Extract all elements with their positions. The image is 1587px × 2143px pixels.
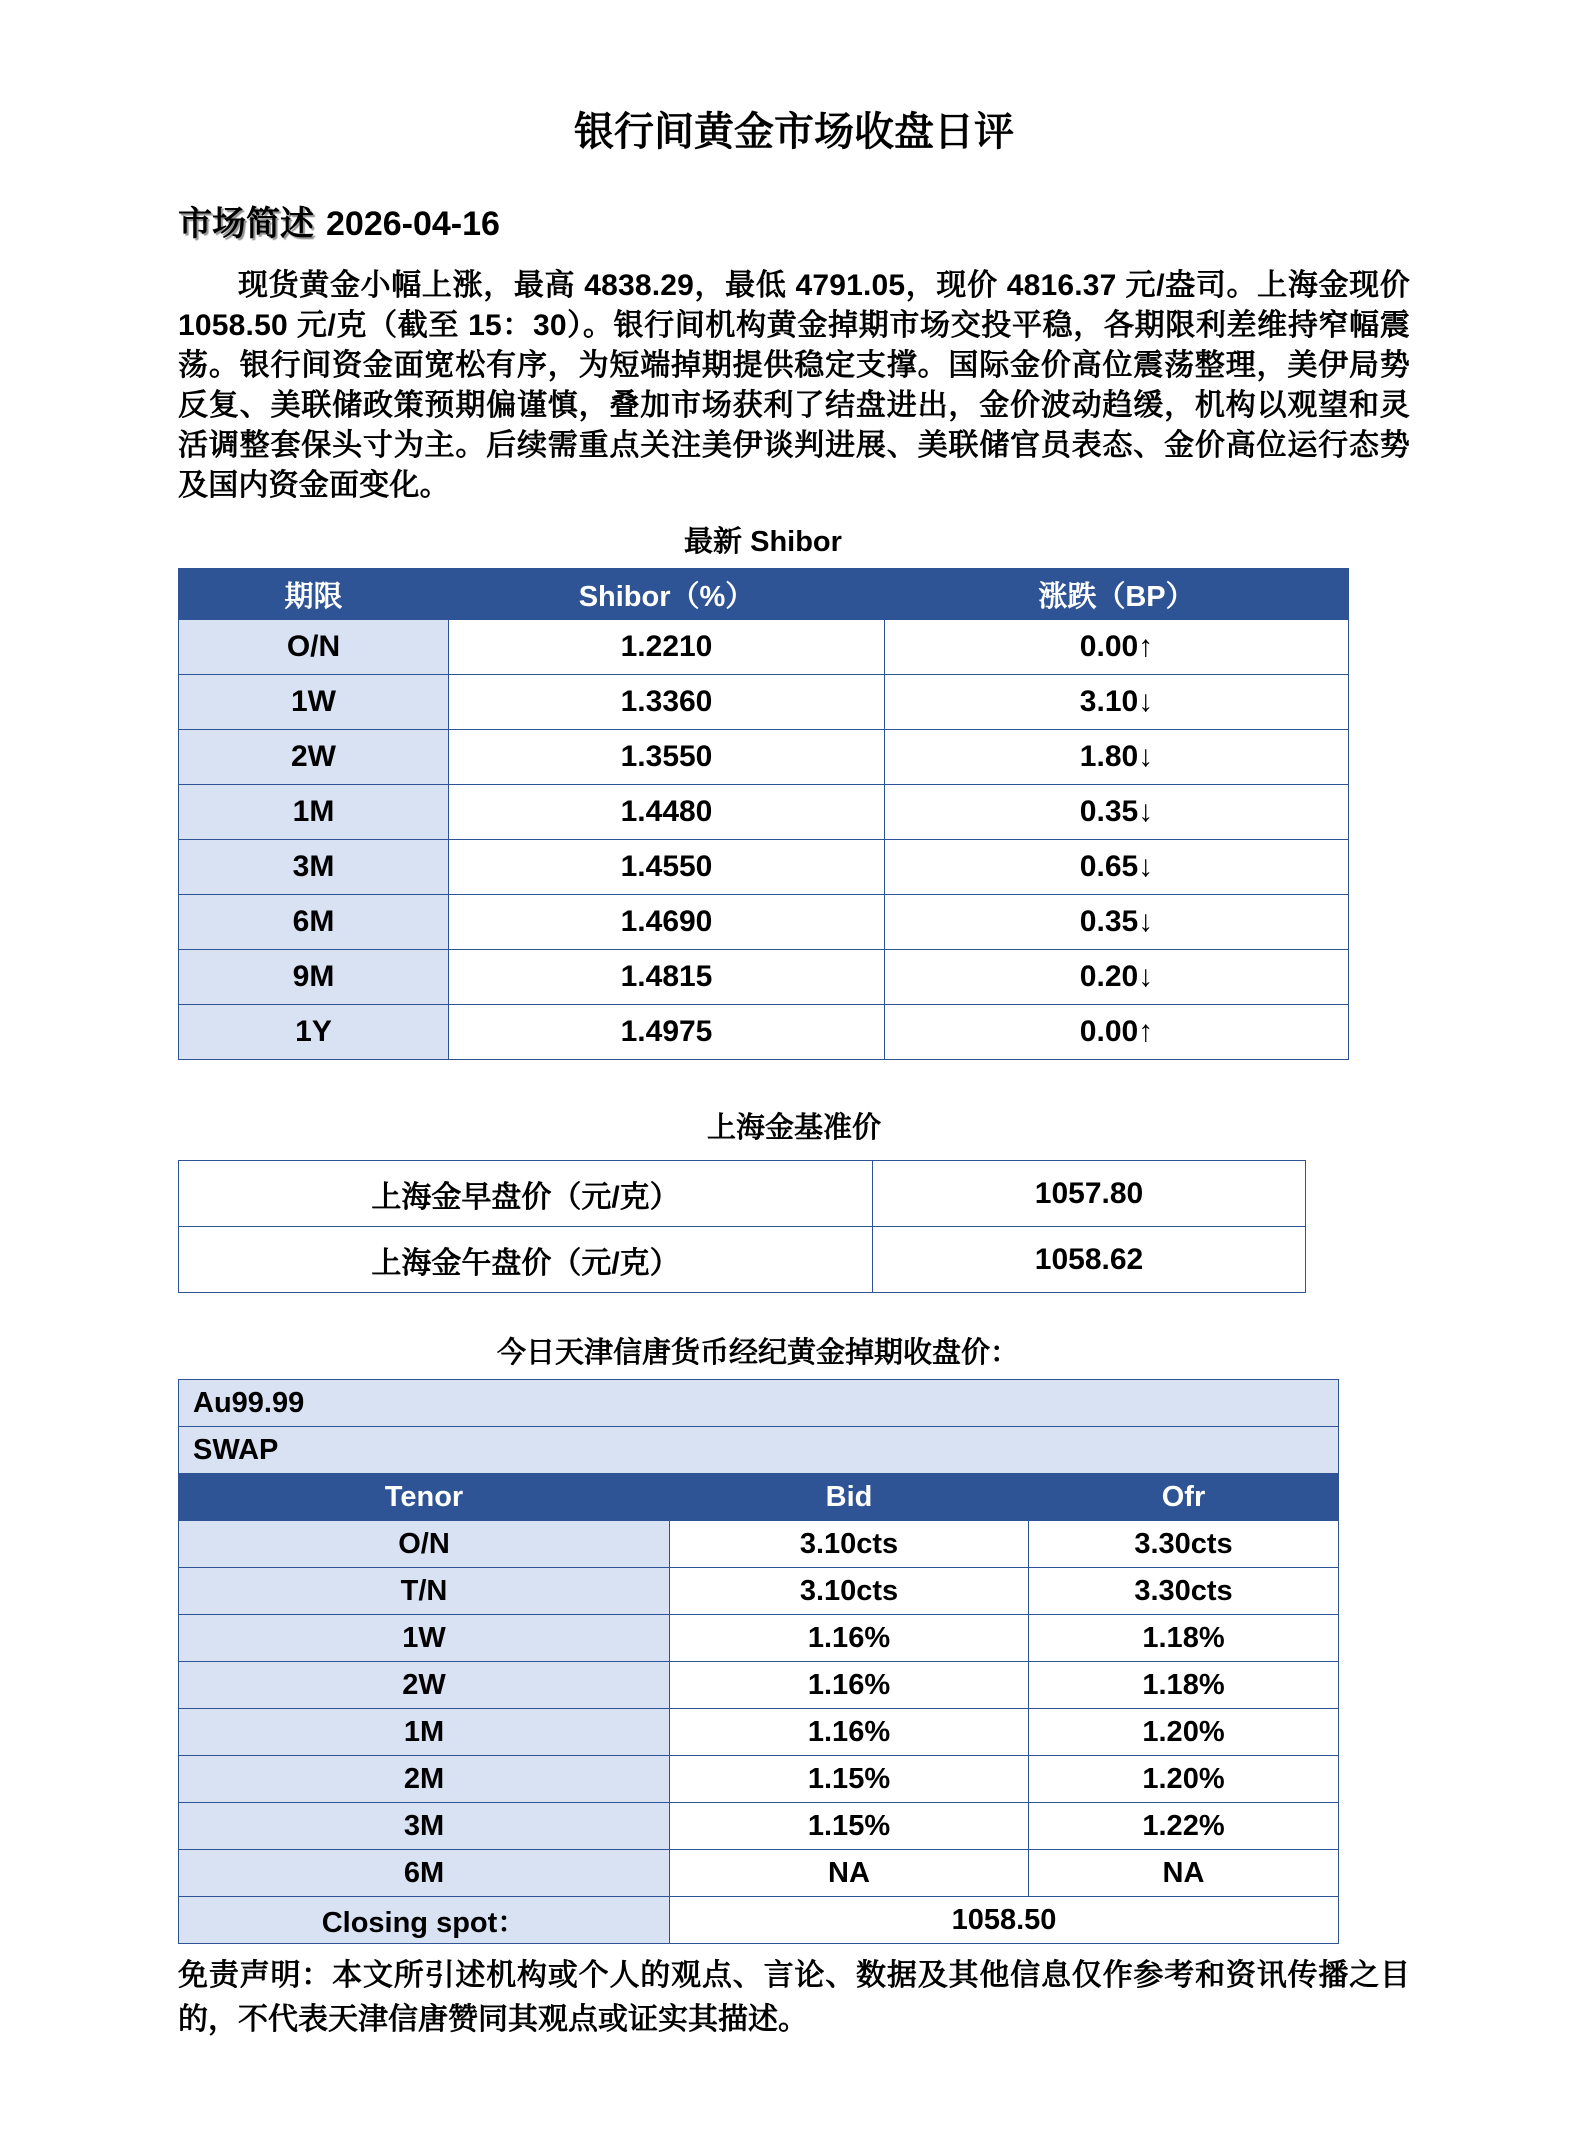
- shibor-col-header-rate: Shibor（%）: [449, 569, 885, 620]
- swap-row: [179, 1709, 1339, 1756]
- shibor-tenor-cell: 6M: [179, 895, 449, 950]
- shibor-row: [179, 1005, 1349, 1060]
- swap-instrument-cell: SWAP: [179, 1427, 1339, 1474]
- swap-bid-cell: NA: [670, 1850, 1029, 1897]
- swap-ofr-cell: 1.22%: [1029, 1803, 1339, 1850]
- swap-ofr-cell: NA: [1029, 1850, 1339, 1897]
- swap-row: [179, 1756, 1339, 1803]
- shibor-row: [179, 950, 1349, 1005]
- swap-bid-cell: 1.16%: [670, 1709, 1029, 1756]
- shibor-rate-cell: 1.3550: [449, 730, 885, 785]
- shibor-change-cell: 0.00↑: [885, 1005, 1349, 1060]
- swap-tenor-cell: 3M: [179, 1803, 670, 1850]
- swap-ofr-cell: 1.20%: [1029, 1756, 1339, 1803]
- shibor-change-cell: 0.35↓: [885, 895, 1349, 950]
- shibor-row: [179, 730, 1349, 785]
- swap-row: [179, 1521, 1339, 1568]
- section-heading-label: 市场简述: [178, 205, 314, 243]
- closing-spot-value-cell: 1058.50: [670, 1897, 1339, 1944]
- shibor-tenor-cell: 1M: [179, 785, 449, 840]
- swap-table-title: 今日天津信唐货币经纪黄金掉期收盘价：: [496, 1337, 1019, 1369]
- benchmark-label-cell: 上海金午盘价（元/克）: [179, 1227, 873, 1293]
- swap-row: [179, 1850, 1339, 1897]
- swap-ofr-cell: 1.18%: [1029, 1662, 1339, 1709]
- swap-header-row: [179, 1474, 1339, 1521]
- shibor-col-header-tenor: 期限: [179, 569, 449, 620]
- shibor-rate-cell: 1.4815: [449, 950, 885, 1005]
- shibor-rate-cell: 1.4975: [449, 1005, 885, 1060]
- shibor-row: [179, 675, 1349, 730]
- swap-product-cell: Au99.99: [179, 1380, 1339, 1427]
- swap-tenor-cell: 2W: [179, 1662, 670, 1709]
- shanghai-gold-row: [179, 1161, 1306, 1227]
- swap-ofr-cell: 1.18%: [1029, 1615, 1339, 1662]
- swap-tenor-cell: 6M: [179, 1850, 670, 1897]
- swap-bid-cell: 3.10cts: [670, 1568, 1029, 1615]
- swap-bid-cell: 3.10cts: [670, 1521, 1029, 1568]
- swap-ofr-cell: 1.20%: [1029, 1709, 1339, 1756]
- shibor-change-cell: 0.35↓: [885, 785, 1349, 840]
- shibor-header-row: [179, 569, 1349, 620]
- swap-closing-spot-row: [179, 1897, 1339, 1944]
- shibor-change-cell: 0.65↓: [885, 840, 1349, 895]
- shibor-rate-cell: 1.3360: [449, 675, 885, 730]
- shibor-row: [179, 785, 1349, 840]
- benchmark-value-cell: 1057.80: [873, 1161, 1306, 1227]
- swap-tenor-cell: T/N: [179, 1568, 670, 1615]
- shanghai-gold-table: [178, 1160, 1306, 1293]
- swap-tenor-cell: 2M: [179, 1756, 670, 1803]
- shibor-rate-cell: 1.4480: [449, 785, 885, 840]
- shibor-change-cell: 1.80↓: [885, 730, 1349, 785]
- swap-row: [179, 1803, 1339, 1850]
- shibor-table-title: 最新 Shibor: [684, 526, 842, 558]
- swap-row: [179, 1662, 1339, 1709]
- shibor-change-cell: 3.10↓: [885, 675, 1349, 730]
- swap-ofr-cell: 3.30cts: [1029, 1521, 1339, 1568]
- closing-spot-label-cell: Closing spot：: [179, 1897, 670, 1944]
- section-heading: [178, 202, 1410, 246]
- shibor-tenor-cell: O/N: [179, 620, 449, 675]
- shibor-col-header-change: 涨跌（BP）: [885, 569, 1349, 620]
- shibor-change-cell: 0.20↓: [885, 950, 1349, 1005]
- swap-col-header-tenor: Tenor: [179, 1474, 670, 1521]
- swap-tenor-cell: 1W: [179, 1615, 670, 1662]
- swap-bid-cell: 1.16%: [670, 1615, 1029, 1662]
- shibor-tenor-cell: 9M: [179, 950, 449, 1005]
- disclaimer-text: 免责声明：本文所引述机构或个人的观点、言论、数据及其他信息仅作参考和资讯传播之目的，不代表天津信唐赞同其观点或证实其描述。: [178, 1959, 1410, 2036]
- market-summary-paragraph: 现货黄金小幅上涨，最高 4838.29，最低 4791.05，现价 4816.37 元/盎司。上海金现价 1058.50 元/克（截至 15：30）。银行间机构黄金掉期市场交投平稳，各期限利差维持窄幅震荡。银行间资金面宽松有序，为短端掉期提供稳定支撑。国际金价高位震荡整理，美伊局势反复、美联储政策预期偏谨慎，叠加市场获利了结盘进出，金价波动趋缓，机构以观望和灵活调整套保头寸为主。后续需重点关注美伊谈判进展、美联储官员表态、金价高位运行态势及国内资金面变化。: [178, 269, 1410, 502]
- swap-bid-cell: 1.15%: [670, 1756, 1029, 1803]
- shibor-row: [179, 895, 1349, 950]
- swap-bid-cell: 1.15%: [670, 1803, 1029, 1850]
- swap-row: [179, 1568, 1339, 1615]
- benchmark-label-cell: 上海金早盘价（元/克）: [179, 1161, 873, 1227]
- swap-table: [178, 1379, 1339, 1944]
- swap-col-header-bid: Bid: [670, 1474, 1029, 1521]
- shibor-change-cell: 0.00↑: [885, 620, 1349, 675]
- document-title: 银行间黄金市场收盘日评: [574, 110, 1014, 154]
- report-date: 2026-04-16: [326, 205, 500, 243]
- swap-bid-cell: 1.16%: [670, 1662, 1029, 1709]
- shibor-rate-cell: 1.4690: [449, 895, 885, 950]
- swap-tenor-cell: 1M: [179, 1709, 670, 1756]
- swap-product-row: [179, 1380, 1339, 1427]
- shibor-tenor-cell: 1W: [179, 675, 449, 730]
- swap-row: [179, 1615, 1339, 1662]
- shanghai-gold-row: [179, 1227, 1306, 1293]
- swap-ofr-cell: 3.30cts: [1029, 1568, 1339, 1615]
- shibor-tenor-cell: 1Y: [179, 1005, 449, 1060]
- shibor-tenor-cell: 2W: [179, 730, 449, 785]
- shibor-table: [178, 568, 1349, 1060]
- shanghai-gold-table-title: 上海金基准价: [706, 1112, 881, 1144]
- shibor-rate-cell: 1.2210: [449, 620, 885, 675]
- swap-col-header-ofr: Ofr: [1029, 1474, 1339, 1521]
- shibor-rate-cell: 1.4550: [449, 840, 885, 895]
- benchmark-value-cell: 1058.62: [873, 1227, 1306, 1293]
- shibor-tenor-cell: 3M: [179, 840, 449, 895]
- swap-instrument-row: [179, 1427, 1339, 1474]
- shibor-row: [179, 620, 1349, 675]
- shibor-row: [179, 840, 1349, 895]
- swap-tenor-cell: O/N: [179, 1521, 670, 1568]
